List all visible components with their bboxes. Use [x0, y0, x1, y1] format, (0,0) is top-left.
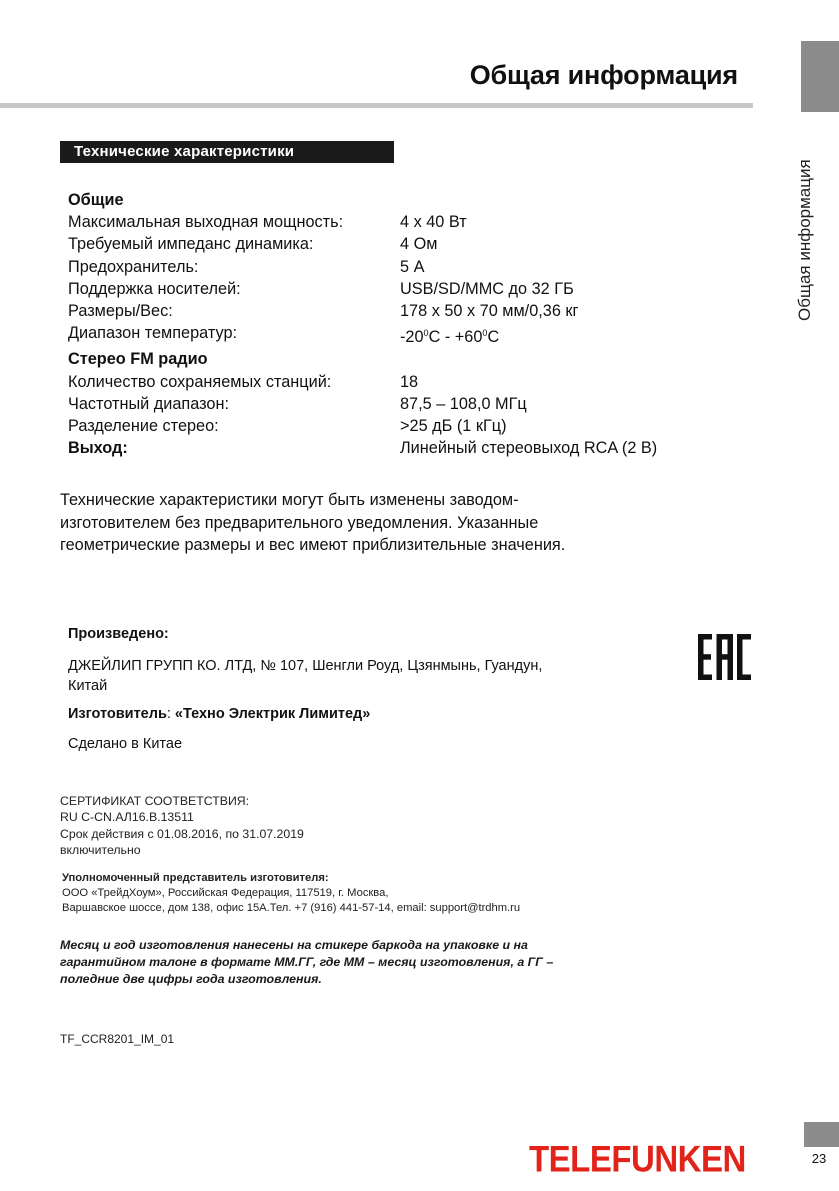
- spec-row: [68, 211, 748, 233]
- notice-line: Технические характеристики могут быть изменены заводом-: [60, 491, 519, 509]
- produced-label: Произведено:: [68, 626, 169, 642]
- page-number-tab: [804, 1122, 839, 1147]
- notice-line: геометрические размеры и вес имеют приблизительные значения.: [60, 536, 566, 554]
- temp-unit: С: [428, 328, 441, 347]
- spec-label: Требуемый импеданс динамика:: [68, 235, 314, 254]
- date-note-line: гарантийном талоне в формате ММ.ГГ, где ММ – месяц изготовления, а ГГ –: [60, 955, 554, 970]
- temp-high: +60: [454, 328, 483, 347]
- certificate-block: [60, 793, 480, 858]
- spec-value-temperature: [400, 322, 748, 348]
- spec-label: Максимальная выходная мощность:: [68, 213, 344, 232]
- spec-value: >25 дБ (1 кГц): [400, 417, 507, 436]
- representative-title: Уполномоченный представитель изготовителя:: [62, 872, 329, 884]
- spec-label: Поддержка носителей:: [68, 279, 241, 298]
- specs-change-notice: [60, 489, 680, 557]
- spec-value: Линейный стереовыход RCA (2 В): [400, 439, 658, 458]
- spec-row-output: [68, 437, 748, 459]
- section-title-bar: Технические характеристики: [60, 141, 394, 163]
- spec-value: 18: [400, 372, 419, 391]
- produced-address: [68, 656, 628, 696]
- spec-row: [68, 371, 748, 393]
- spec-row-temperature: [68, 322, 748, 348]
- spec-heading-label: Выход:: [68, 439, 128, 458]
- temp-unit: С: [487, 328, 500, 347]
- address-line: Китай: [68, 678, 108, 694]
- spec-label: Частотный диапазон:: [68, 394, 229, 413]
- date-note-line: поледние две цифры года изготовления.: [60, 972, 322, 987]
- eac-certification-logo: [698, 634, 751, 680]
- spec-heading-general: [68, 189, 748, 211]
- spec-value: 178 х 50 х 70 мм/0,36 кг: [400, 302, 579, 321]
- spec-row: [68, 233, 748, 255]
- spec-value: USB/SD/MMC до 32 ГБ: [400, 279, 574, 298]
- spec-row: [68, 300, 748, 322]
- spec-value: 4 х 40 Вт: [400, 213, 467, 232]
- spec-value: 87,5 – 108,0 МГц: [400, 394, 527, 413]
- manufacturer-colon: :: [166, 706, 175, 722]
- spec-row: [68, 278, 748, 300]
- temp-sep: -: [440, 328, 455, 347]
- made-in-country: Сделано в Китае: [68, 736, 183, 752]
- manufacturer-name: «Техно Электрик Лимитед»: [174, 706, 371, 722]
- spec-label: Количество сохраняемых станций:: [68, 372, 332, 391]
- spec-label: Предохранитель:: [68, 257, 199, 276]
- spec-heading-label: Общие: [68, 191, 124, 209]
- manufacturer-label: Изготовитель: [68, 706, 167, 722]
- manufacturer-line: [68, 706, 370, 722]
- degree-sup: 0: [482, 328, 488, 339]
- degree-sup: 0: [423, 328, 429, 339]
- side-tab-marker: [801, 41, 839, 112]
- telefunken-logo: TELEFUNKEN: [529, 1138, 746, 1180]
- address-line: ДЖЕЙЛИП ГРУПП КО. ЛТД, № 107, Шенгли Роуд, Цзянмынь, Гуандун,: [68, 658, 543, 674]
- spec-label: Диапазон температур:: [68, 324, 238, 343]
- certificate-line: Срок действия с 01.08.2016, по 31.07.2019: [60, 826, 304, 841]
- manufacture-date-note: [60, 937, 620, 989]
- page-number: 23: [811, 1151, 827, 1166]
- specifications-table: [68, 189, 748, 459]
- certificate-line: СЕРТИФИКАТ СООТВЕТСТВИЯ:: [60, 794, 250, 808]
- spec-value: 5 А: [400, 257, 425, 276]
- representative-line: ООО «ТрейдХоум», Российская Федерация, 117519, г. Москва,: [62, 887, 389, 899]
- certificate-line: включительно: [60, 842, 141, 857]
- document-code: TF_CCR8201_IM_01: [60, 1032, 175, 1046]
- spec-heading-fm: [68, 348, 748, 370]
- notice-line: изготовителем без предварительного уведомления. Указанные: [60, 513, 539, 532]
- spec-row: [68, 256, 748, 278]
- authorized-representative: [62, 871, 622, 916]
- certificate-line: RU C-CN.АЛ16.В.13511: [60, 810, 194, 825]
- spec-label: Размеры/Вес:: [68, 302, 173, 321]
- spec-row: [68, 415, 748, 437]
- spec-row: [68, 393, 748, 415]
- date-note-line: Месяц и год изготовления нанесены на стикере баркода на упаковке и на: [60, 938, 528, 952]
- side-section-label: Общая информация: [795, 159, 814, 321]
- header-divider: [0, 103, 753, 108]
- spec-heading-label: Стерео FM радио: [68, 350, 208, 369]
- representative-line: Варшавское шоссе, дом 138, офис 15А.Тел. +7 (916) 441-57-14, email: support@trdhm.ru: [62, 902, 521, 914]
- temp-low: -20: [400, 328, 424, 347]
- spec-value: 4 Ом: [400, 235, 438, 254]
- spec-label: Разделение стерео:: [68, 417, 219, 436]
- page-title: Общая информация: [469, 60, 738, 90]
